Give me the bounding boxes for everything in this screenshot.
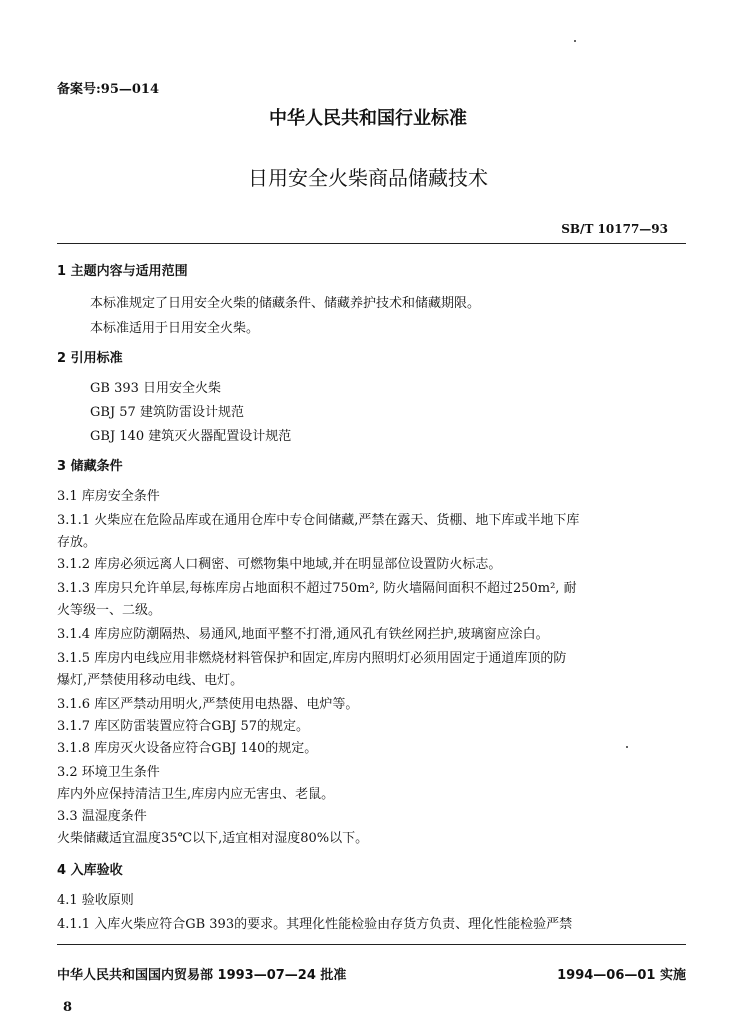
clause-line: 4.1 验收原则 xyxy=(57,893,134,908)
clause-line: 3.3 温湿度条件 xyxy=(57,809,147,824)
standard-code: SB/T 10177—93 xyxy=(561,222,668,236)
clause-line: 3.2 环境卫生条件 xyxy=(57,765,160,780)
footer-rule xyxy=(57,944,686,945)
page-number: 8 xyxy=(63,1000,73,1015)
section-1-para-2: 本标准适用于日用安全火柴。 xyxy=(90,321,260,336)
clause-line: 库内外应保持清洁卫生,库房内应无害虫、老鼠。 xyxy=(57,787,335,802)
section-1-heading: 1 主题内容与适用范围 xyxy=(57,264,188,279)
reference-item: GBJ 140 建筑灭火器配置设计规范 xyxy=(90,429,292,444)
section-1-para-1: 本标准规定了日用安全火柴的储藏条件、储藏养护技术和储藏期限。 xyxy=(90,296,481,311)
clause-line: 3.1.1 火柴应在危险品库或在通用仓库中专仓间储藏,严禁在露天、货棚、地下库或半地下库 xyxy=(57,513,580,528)
clause-line: 3.1.2 库房必须远离人口稠密、可燃物集中地域,并在明显部位设置防火标志。 xyxy=(57,557,502,572)
clause-line: 3.1.6 库区严禁动用明火,严禁使用电热器、电炉等。 xyxy=(57,697,359,712)
clause-line: 火等级一、二级。 xyxy=(57,603,162,618)
clause-line: 3.1.8 库房灭火设备应符合GBJ 140的规定。 xyxy=(57,741,318,756)
clause-line: 3.1.4 库房应防潮隔热、易通风,地面平整不打滑,通风孔有铁丝网拦护,玻璃窗应涂白。 xyxy=(57,627,549,642)
document-title: 日用安全火柴商品储藏技术 xyxy=(248,166,488,190)
section-2-heading: 2 引用标准 xyxy=(57,351,123,366)
scan-speck xyxy=(626,746,628,748)
clause-line: 存放。 xyxy=(57,535,97,550)
reference-item: GBJ 57 建筑防雷设计规范 xyxy=(90,405,244,420)
approval-line: 中华人民共和国国内贸易部 1993—07—24 批准 xyxy=(57,968,347,983)
clause-line: 3.1.5 库房内电线应用非燃烧材料管保护和固定,库房内照明灯必须用固定于通道库顶的防 xyxy=(57,651,567,666)
section-3-heading: 3 储藏条件 xyxy=(57,459,123,474)
reference-item: GB 393 日用安全火柴 xyxy=(90,381,222,396)
clause-line: 3.1.7 库区防雷装置应符合GBJ 57的规定。 xyxy=(57,719,310,734)
clause-line: 3.1.3 库房只允许单层,每栋库房占地面积不超过750m², 防火墙隔间面积不超过250m², 耐 xyxy=(57,581,577,596)
implementation-date: 1994—06—01 实施 xyxy=(557,968,686,983)
filing-number: 备案号:95—014 xyxy=(57,82,160,97)
clause-line: 爆灯,严禁使用移动电线、电灯。 xyxy=(57,673,244,688)
clause-line: 4.1.1 入库火柴应符合GB 393的要求。其理化性能检验由存货方负责、理化性能检验严禁 xyxy=(57,917,573,932)
clause-line: 火柴储藏适宜温度35℃以下,适宜相对湿度80%以下。 xyxy=(57,831,369,846)
section-4-heading: 4 入库验收 xyxy=(57,863,123,878)
scan-speck xyxy=(574,40,576,42)
header-rule xyxy=(57,243,686,244)
clause-line: 3.1 库房安全条件 xyxy=(57,489,160,504)
issuing-standard-type: 中华人民共和国行业标准 xyxy=(269,108,467,129)
